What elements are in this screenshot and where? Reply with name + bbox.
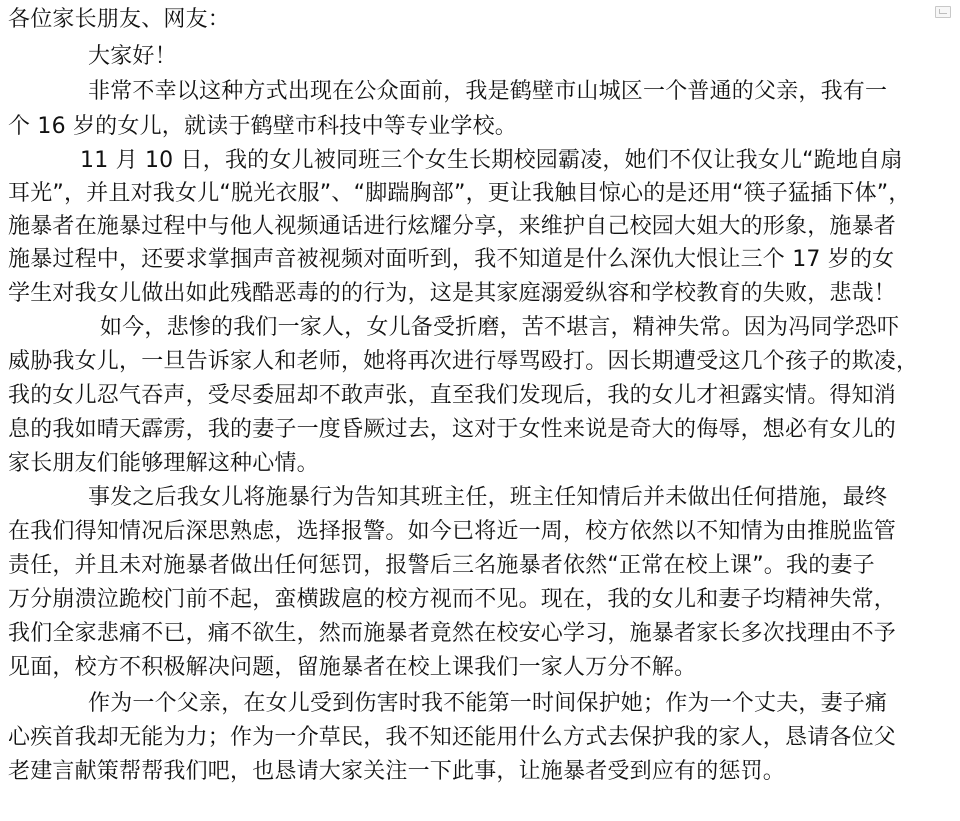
document-line-22: 心疾首我却无能为力；作为一介草民，我不知还能用什么方式去保护我的家人，恳请各位父 (8, 725, 897, 750)
document-line-13: 息的我如晴天霹雳，我的妻子一度昏厥过去，这对于女性来说是奇大的侮辱，想必有女儿的 (8, 417, 897, 442)
document-line-11: 威胁我女儿，一旦告诉家人和老师，她将再次进行辱骂殴打。因长期遭受这几个孩子的欺凌， (8, 349, 919, 374)
document-line-19: 我们全家悲痛不已，痛不欲生，然而施暴者竟然在校安心学习，施暴者家长多次找理由不予 (8, 621, 897, 646)
document-line-9: 学生对我女儿做出如此残酷恶毒的的行为，这是其家庭溺爱纵容和学校教育的失败，悲哉！ (8, 281, 897, 306)
document-line-17: 责任，并且未对施暴者做出任何惩罚，报警后三名施暴者依然“正常在校上课”。我的妻子 (8, 553, 875, 578)
document-line-7: 施暴者在施暴过程中与他人视频通话进行炫耀分享，来维护自己校园大姐大的形象，施暴者 (8, 214, 897, 239)
document-line-5: 11 月 10 日，我的女儿被同班三个女生长期校园霸凌，她们不仅让我女儿“跪地自扇 (80, 148, 903, 173)
document-line-1: 各位家长朋友、网友： (8, 7, 231, 32)
document-line-16: 在我们得知情况后深思熟虑，选择报警。如今已将近一周，校方依然以不知情为由推脱监管 (8, 519, 897, 544)
document-line-3: 非常不幸以这种方式出现在公众面前，我是鹤壁市山城区一个普通的父亲，我有一 (88, 79, 888, 104)
document-line-21: 作为一个父亲，在女儿受到伤害时我不能第一时间保护她；作为一个丈夫，妻子痛 (88, 691, 888, 716)
document-line-14: 家长朋友们能够理解这种心情。 (8, 451, 319, 476)
document-line-10: 如今，悲惨的我们一家人，女儿备受折磨，苦不堪言，精神失常。因为冯同学恐吓 (100, 315, 900, 340)
document-line-23: 老建言献策帮帮我们吧，也恳请大家关注一下此事，让施暴者受到应有的惩罚。 (8, 759, 786, 784)
document-line-6: 耳光”，并且对我女儿“脱光衣服”、“脚踹胸部”，更让我触目惊心的是还用“筷子猛插下体”， (8, 181, 911, 206)
document-line-15: 事发之后我女儿将施暴行为告知其班主任，班主任知情后并未做出任何措施，最终 (88, 485, 888, 510)
document-line-8: 施暴过程中，还要求掌掴声音被视频对面听到，我不知道是什么深仇大恨让三个 17 岁的女 (8, 247, 895, 272)
document-line-18: 万分崩溃泣跪校门前不起，蛮横跋扈的校方视而不见。现在，我的女儿和妻子均精神失常， (8, 587, 897, 612)
document-line-2: 大家好！ (88, 44, 177, 69)
document-line-4: 个 16 岁的女儿，就读于鹤壁市科技中等专业学校。 (8, 114, 517, 139)
window-icon (935, 6, 951, 18)
document-line-20: 见面，校方不积极解决问题，留施暴者在校上课我们一家人万分不解。 (8, 655, 697, 680)
document-line-12: 我的女儿忍气吞声，受尽委屈却不敢声张，直至我们发现后，我的女儿才袒露实情。得知消 (8, 383, 897, 408)
